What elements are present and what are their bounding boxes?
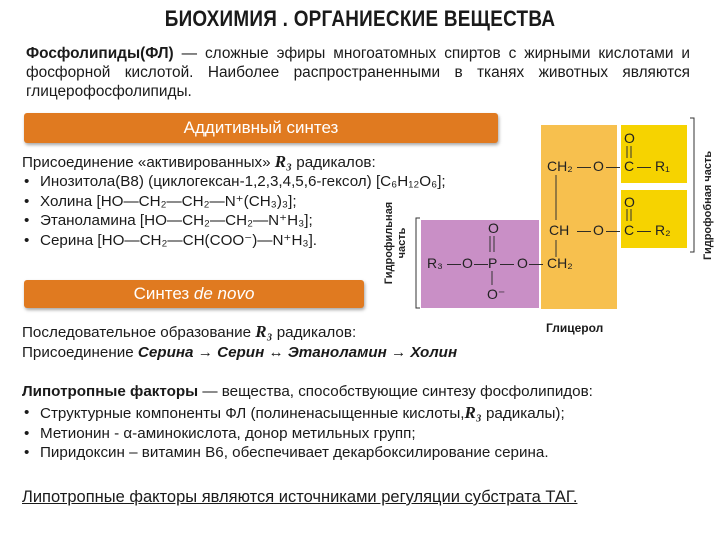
dash: — (637, 158, 651, 174)
dash: — (606, 222, 620, 238)
carbon-2: C (624, 222, 635, 238)
hydrophobic-label: Гидрофобная часть (702, 150, 714, 260)
dash: — (529, 255, 543, 271)
phosphorus: P (488, 255, 498, 271)
r3-symbol: R₃ (274, 152, 293, 171)
ch-middle: CH (549, 222, 570, 238)
oxygen-2: O (593, 222, 604, 238)
ch2-top: CH₂ (547, 158, 573, 174)
hydrophobic-bracket (690, 118, 694, 252)
phosphoryl-oxygen: O (488, 220, 499, 236)
r2-group: R₂ (655, 222, 671, 238)
dash: — (500, 255, 514, 271)
list-item-ethanolamine: • Этаноламина [HO—CH₂—CH₂—N⁺H₃]; (22, 211, 446, 231)
page-title: БИОХИМИЯ . ОРГАНИЕСКИЕ ВЕЩЕСТВА (164, 6, 556, 31)
dash: — (577, 222, 591, 238)
dash: — (606, 158, 620, 174)
list-item-text: Пиридоксин – витамин В6, обеспечивает декарбоксилирование серина. (40, 444, 549, 461)
lipotropic-definition: — вещества, способствующие синтезу фосфолипидов: (198, 383, 593, 400)
list-item-serine: • Серина [HO—CH₂—CH(COO⁻)—N⁺H₃]. (22, 231, 446, 251)
carbonyl-oxygen-1: O (624, 130, 635, 146)
additive-synthesis-heading: Аддитивный синтез (24, 113, 498, 143)
oxygen-3: O (462, 255, 473, 271)
dash: — (637, 222, 651, 238)
r3-symbol: R₃ (464, 403, 482, 422)
oxygen-1: O (593, 158, 604, 174)
de-novo-line-1-text: Последовательное образование (22, 324, 256, 341)
de-novo-heading-italic: de novo (193, 284, 255, 303)
oxygen-4: O (517, 255, 528, 271)
dash: — (577, 158, 591, 174)
r1-group: R₁ (655, 158, 670, 174)
de-novo-line-1-suffix: радикалов: (272, 324, 357, 341)
additive-intro-suffix: радикалов: (292, 154, 376, 171)
dash: — (447, 255, 461, 271)
list-item-suffix: радикалы); (481, 405, 565, 422)
list-item-choline: • Холина [HO—CH₂—CH₂—N⁺(CH₃)₃]; (22, 192, 446, 212)
de-novo-line-2-text: Присоединение (22, 343, 138, 361)
list-item-inositol: • Инозитола(В8) (циклогексан-1,2,3,4,5,6-гексол) [C₆H₁₂O₆]; (22, 172, 446, 192)
additive-intro-text: Присоединение «активированных» (22, 154, 275, 171)
hydrophilic-bracket (416, 218, 420, 308)
r3-symbol: R₃ (255, 322, 273, 341)
glycerol-label: Глицерол (546, 321, 604, 335)
ch2-bottom: CH₂ (547, 255, 573, 271)
de-novo-pathway: Серина → Серин ↔ Этаноламин → Холин (137, 343, 458, 361)
list-item-text: Структурные компоненты ФЛ (полиненасыщенные кислоты, (40, 405, 465, 422)
lipotropic-term: Липотропные факторы (22, 383, 199, 400)
intro-text: — сложные эфиры многоатомных спиртов с жирными кислотами и фосфорной кислотой. Наиболее распространенными в тканях животных являются глицерофосфолипиды. (26, 45, 690, 100)
carbon-1: C (624, 158, 635, 174)
phosphate-oxygen-anion: O⁻ (487, 286, 506, 302)
de-novo-heading-text: Синтез (133, 284, 194, 303)
hydrophilic-label: Гидрофильная часть (383, 201, 408, 285)
intro-term: Фосфолипиды(ФЛ) (26, 45, 174, 62)
carbonyl-oxygen-2: O (624, 194, 635, 210)
footer-note: Липотропные факторы являются источниками регуляции субстрата ТАГ. (22, 488, 578, 506)
list-item-text: Метионин - α-аминокислота, донор метильных групп; (40, 424, 416, 442)
r3-group: R₃ (427, 255, 443, 271)
dash: — (474, 255, 488, 271)
